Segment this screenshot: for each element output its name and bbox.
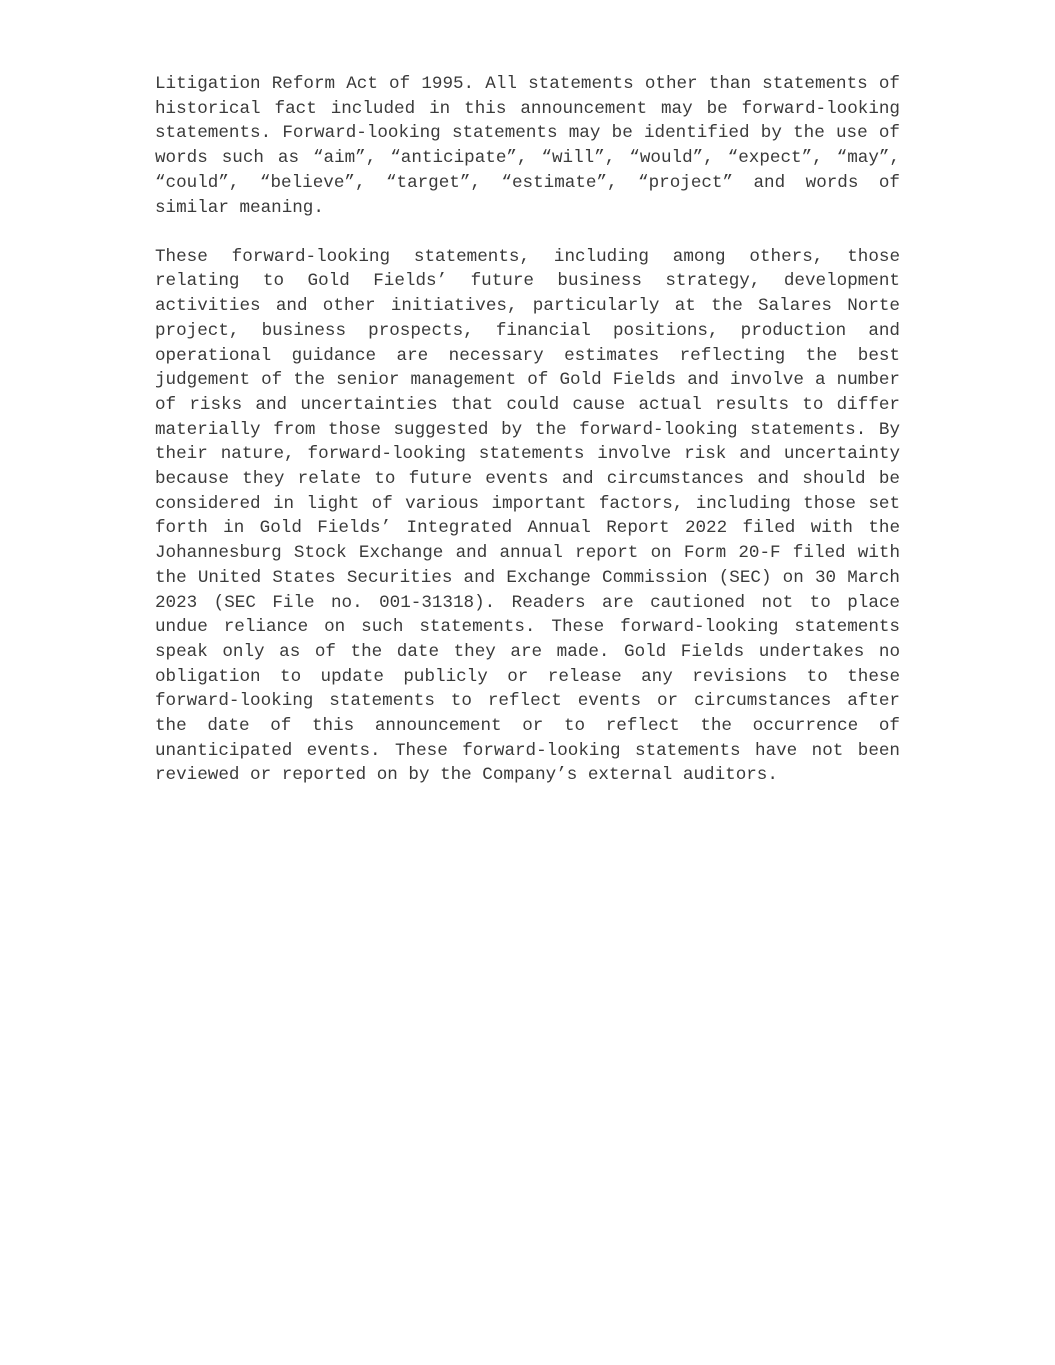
paragraph-forward-looking-details: These forward-looking statements, including among others, those relating to Gold Fields’ future business strategy, development activities and other initiatives, particularly at the Salares Norte project, business prospects, financial positions, production and operational guidance are necessary estimates reflecting the best judgement of the senior management of Gold Fields and involve a number of risks and uncertainties that could cause actual results to differ materially from those suggested by the forward-looking statements. By their nature, forward-looking statements involve risk and uncertainty because they relate to future events and circumstances and should be considered in light of various important factors, including those set forth in Gold Fields’ Integrated Annual Report 2022 filed with the Johannesburg Stock Exchange and annual report on Form 20-F filed with the United States Securities and Exchange Commission (SEC) on 30 March 2023 (SEC File no. 001-31318). Readers are cautioned not to place undue reliance on such statements. These forward-looking statements speak only as of the date they are made. Gold Fields undertakes no obligation to update publicly or release any revisions to these forward-looking statements to reflect events or circumstances after the date of this announcement or to reflect the occurrence of unanticipated events. These forward-looking statements have not been reviewed or reported on by the Company’s external auditors. bbox=[155, 246, 900, 786]
paragraph-forward-looking-intro: Litigation Reform Act of 1995. All statements other than statements of historical fact included in this announcement may be forward-looking statements. Forward-looking statements may be identified by the use of words such as “aim”, “anticipate”, “will”, “would”, “expect”, “may”, “could”, “believe”, “target”, “estimate”, “project” and words of similar meaning. bbox=[155, 74, 900, 218]
document-page bbox=[155, 72, 900, 788]
